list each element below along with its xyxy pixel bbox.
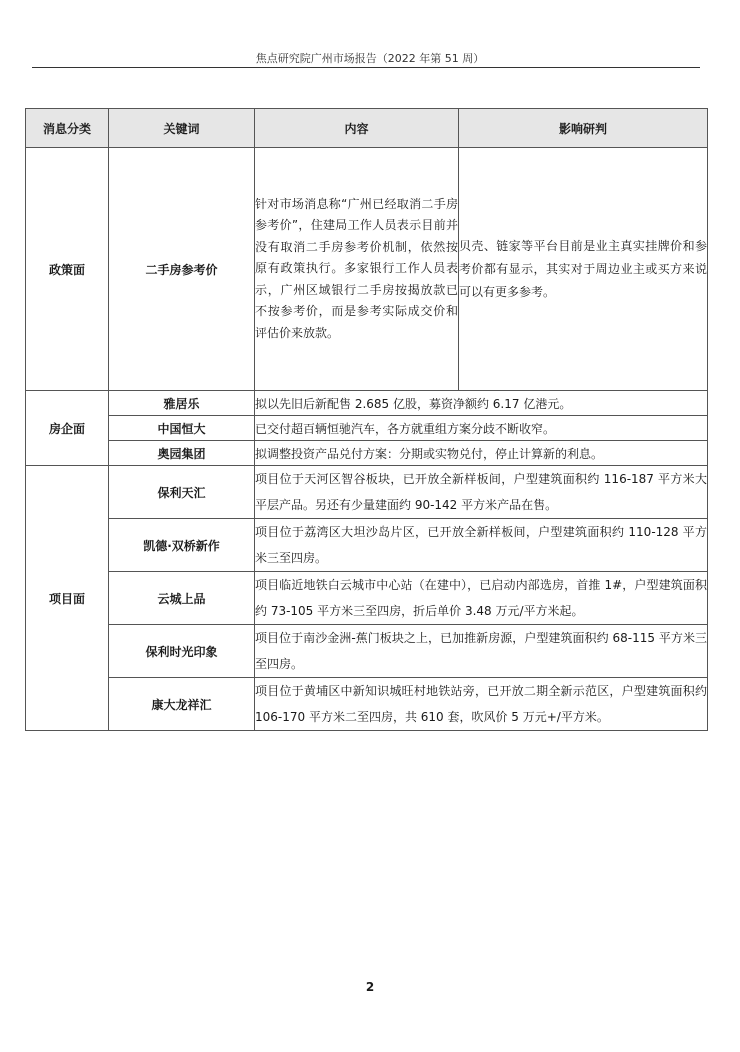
keyword-cell: 云城上品 bbox=[109, 572, 255, 625]
header-divider bbox=[32, 67, 700, 68]
table-row bbox=[26, 625, 708, 678]
table-row bbox=[26, 466, 708, 519]
table-row bbox=[26, 519, 708, 572]
keyword-cell: 中国恒大 bbox=[109, 416, 255, 441]
content-cell: 拟以先旧后新配售 2.685 亿股，募资净额约 6.17 亿港元。 bbox=[255, 391, 708, 416]
keyword-cell: 奥园集团 bbox=[109, 441, 255, 466]
keyword-cell: 康大龙祥汇 bbox=[109, 678, 255, 731]
table-row bbox=[26, 148, 708, 391]
table-row bbox=[26, 416, 708, 441]
content-cell: 项目位于南沙金洲-蕉门板块之上，已加推新房源，户型建筑面积约 68-115 平方米三至四房。 bbox=[255, 625, 708, 678]
category-cell-policy: 政策面 bbox=[26, 148, 109, 391]
keyword-cell: 雅居乐 bbox=[109, 391, 255, 416]
table-row bbox=[26, 441, 708, 466]
keyword-cell: 二手房参考价 bbox=[109, 148, 255, 391]
impact-cell: 贝壳、链家等平台目前是业主真实挂牌价和参考价都有显示，其实对于周边业主或买方来说可以有更多参考。 bbox=[459, 148, 708, 391]
column-header-content: 内容 bbox=[255, 109, 459, 148]
content-cell: 项目位于天河区智谷板块，已开放全新样板间，户型建筑面积约 116-187 平方米大平层产品。另还有少量建面约 90-142 平方米产品在售。 bbox=[255, 466, 708, 519]
keyword-cell: 保利时光印象 bbox=[109, 625, 255, 678]
column-header-category: 消息分类 bbox=[26, 109, 109, 148]
report-header-title: 焦点研究院广州市场报告（2022 年第 51 周） bbox=[255, 52, 485, 65]
column-header-impact: 影响研判 bbox=[459, 109, 708, 148]
content-cell: 项目位于荔湾区大坦沙岛片区，已开放全新样板间，户型建筑面积约 110-128 平方米三至四房。 bbox=[255, 519, 708, 572]
column-header-keyword: 关键词 bbox=[109, 109, 255, 148]
content-cell: 针对市场消息称“广州已经取消二手房参考价”，住建局工作人员表示目前并没有取消二手房参考价机制，依然按原有政策执行。多家银行工作人员表示，广州区域银行二手房按揭放款已不按参考价，而是参考实际成交价和评估价来放款。 bbox=[255, 148, 459, 391]
category-cell-developers: 房企面 bbox=[26, 391, 109, 466]
table-row bbox=[26, 572, 708, 625]
content-cell: 拟调整投资产品兑付方案：分期或实物兑付，停止计算新的利息。 bbox=[255, 441, 708, 466]
table-row bbox=[26, 391, 708, 416]
category-cell-projects: 项目面 bbox=[26, 466, 109, 731]
table-row bbox=[26, 678, 708, 731]
news-table bbox=[25, 108, 708, 731]
content-cell: 已交付超百辆恒驰汽车，各方就重组方案分歧不断收窄。 bbox=[255, 416, 708, 441]
table-header-row bbox=[26, 109, 708, 148]
keyword-cell: 凯德·双桥新作 bbox=[109, 519, 255, 572]
content-cell: 项目临近地铁白云城市中心站（在建中），已启动内部选房，首推 1#，户型建筑面积约 73-105 平方米三至四房，折后单价 3.48 万元/平方米起。 bbox=[255, 572, 708, 625]
content-cell: 项目位于黄埔区中新知识城旺村地铁站旁，已开放二期全新示范区，户型建筑面积约 106-170 平方米二至四房，共 610 套，吹风价 5 万元+/平方米。 bbox=[255, 678, 708, 731]
page-number: 2 bbox=[365, 980, 375, 994]
keyword-cell: 保利天汇 bbox=[109, 466, 255, 519]
